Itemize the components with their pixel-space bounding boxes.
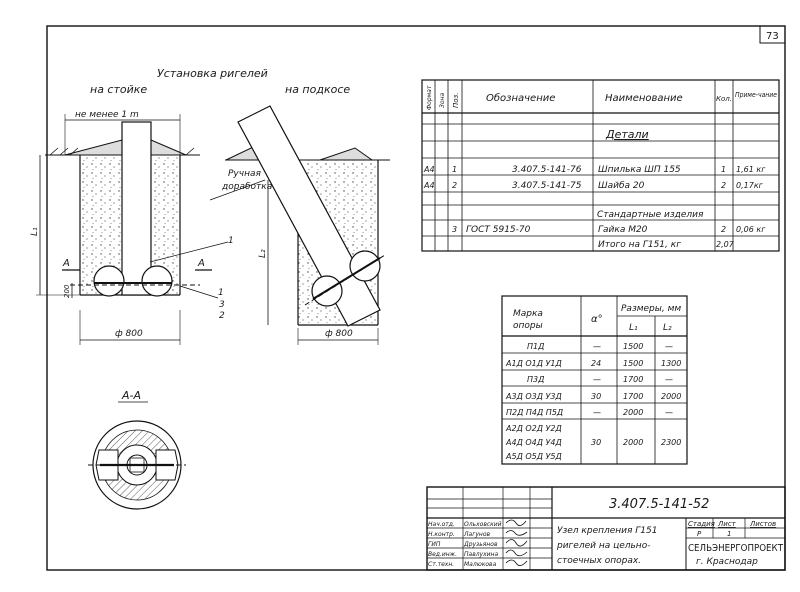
sig-name-4: Павлухина [464,551,499,558]
crossbar-right [142,266,172,296]
size-r1-l2: — [665,342,673,351]
section-mark-right: А [198,258,205,269]
spec-r1-name: Шпилька ШП 155 [598,165,681,175]
spec-r1-qty: 1 [721,165,727,174]
spec-section-standard: Стандартные изделия [597,210,704,220]
spec-h-pos: Поз. [452,92,460,108]
sig-role-2: Н.контр. [428,531,455,538]
size-r4-l2: 2000 [661,392,682,401]
size-r1-l1: 1500 [623,342,644,351]
stage-value: Р [697,530,702,538]
spec-r3-name: Гайка М20 [598,225,648,235]
spec-h-format: Формат [426,85,433,110]
size-h-l2: L₂ [663,323,672,333]
sig-role-1: Нач.отд. [428,521,455,528]
spec-r1-pos: 1 [452,165,458,174]
spec-h-note: Приме-чание [735,91,777,99]
callout-1b: 1 [218,288,224,298]
size-r5-l2: — [665,408,673,417]
sig-role-5: Ст.техн. [428,561,455,568]
size-r6-mark-3: А5Д О5Д У5Д [506,452,562,461]
sheet-header: Лист [718,520,736,528]
manual-label-2: доработка [222,182,273,192]
org-city: г. Краснодар [696,557,758,567]
spec-r2-name: Шайба 20 [598,181,645,191]
size-r1-mark: П1Д [527,342,545,351]
sig-role-4: Вед.инж. [428,551,457,558]
size-r4-alpha: 30 [591,392,602,401]
spec-r1-format: А4 [424,165,435,174]
callout-2: 2 [219,311,225,321]
sig-name-2: Лагунов [464,531,491,538]
size-h-mark-1: Марка [513,309,543,319]
spec-r1-designation: 3.407.5-141-76 [512,165,582,175]
spec-r2-designation: 3.407.5-141-75 [512,181,582,191]
size-r6-l1: 2000 [623,438,644,447]
spec-r3-designation: ГОСТ 5915-70 [466,225,531,235]
section-a-a [88,402,186,509]
spec-r3-note: 0,06 кг [736,225,766,234]
right-view-label: на подкосе [285,83,351,96]
size-r3-mark: П3Д [527,375,545,384]
size-r3-l2: — [665,375,673,384]
pole-installation-brace [225,106,390,345]
size-r6-mark-1: А2Д О2Д У2Д [506,424,562,433]
dim-min-depth: не менее 1 m [75,110,139,120]
size-r6-alpha: 30 [591,438,602,447]
spec-r3-pos: 3 [452,225,458,234]
dim-200: 200 [63,284,71,298]
size-h-alpha: α° [591,314,603,325]
sheets-header: Листов [750,520,777,528]
spec-h-designation: Обозначение [486,93,556,104]
spec-r2-format: А4 [424,181,435,190]
section-mark-left: А [63,258,70,269]
dia-right: ф 800 [325,329,353,339]
sig-name-1: Ольховский [464,521,502,528]
sig-name-5: Малюкова [464,561,497,568]
doc-number: 3.407.5-141-52 [609,497,710,512]
size-r2-alpha: 24 [591,359,602,368]
left-view-label: на стойке [90,83,148,96]
stage-header: Стадия [688,520,715,528]
spec-r3-qty: 2 [721,225,727,234]
size-r4-l1: 1700 [623,392,644,401]
sig-name-3: Друзьянов [464,541,498,548]
manual-label-1: Ручная [228,169,261,179]
callout-3: 3 [219,300,225,310]
sheet-value: 1 [727,530,732,538]
crossbar-left [94,266,124,296]
title-line-3: стоечных опорах. [557,556,642,566]
spec-total-value: 2,07 [716,240,734,249]
spec-r2-pos: 2 [452,181,458,190]
spec-total-label: Итого на Г151, кг [598,240,681,250]
brace-crossbar-right [350,251,380,281]
page-number: 73 [766,31,779,42]
spec-h-name: Наименование [605,93,683,104]
title-line-1: Узел крепления Г151 [557,526,658,536]
spec-r2-qty: 2 [721,181,727,190]
drawing-heading: Установка ригелей [157,67,268,80]
org-name: СЕЛЬЭНЕРГОПРОЕКТ [688,543,784,554]
size-r5-alpha: — [593,408,601,417]
spec-r2-note: 0,17кг [736,181,763,190]
callout-1a: 1 [228,236,234,246]
spec-h-zone: Зона [439,92,446,108]
title-line-2: ригелей на цельно- [557,541,651,551]
size-h-mark-2: опоры [513,321,543,331]
dia-left: ф 800 [115,329,143,339]
section-title: А-А [122,389,142,402]
spec-h-qty: Кол. [716,95,732,103]
size-r3-alpha: — [593,375,601,384]
pole [122,122,151,295]
dim-l1: L₁ [30,227,40,236]
size-r1-alpha: — [593,342,601,351]
size-h-sizes: Размеры, мм [621,304,682,314]
size-r2-l2: 1300 [661,359,682,368]
size-r5-l1: 2000 [623,408,644,417]
size-r2-mark: А1Д О1Д У1Д [506,359,562,368]
spec-r1-note: 1,61 кг [736,165,766,174]
size-r4-mark: А3Д О3Д У3Д [506,392,562,401]
spec-section-details: Детали [606,128,649,141]
size-h-l1: L₁ [629,323,638,333]
sig-role-3: ГИП [428,541,441,548]
size-r3-l1: 1700 [623,375,644,384]
dim-l2: L₂ [258,249,268,258]
size-r5-mark: П2Д П4Д П5Д [506,408,564,417]
pole-installation-left [36,114,265,345]
size-r6-l2: 2300 [661,438,682,447]
size-r2-l1: 1500 [623,359,644,368]
size-r6-mark-2: А4Д О4Д У4Д [506,438,562,447]
